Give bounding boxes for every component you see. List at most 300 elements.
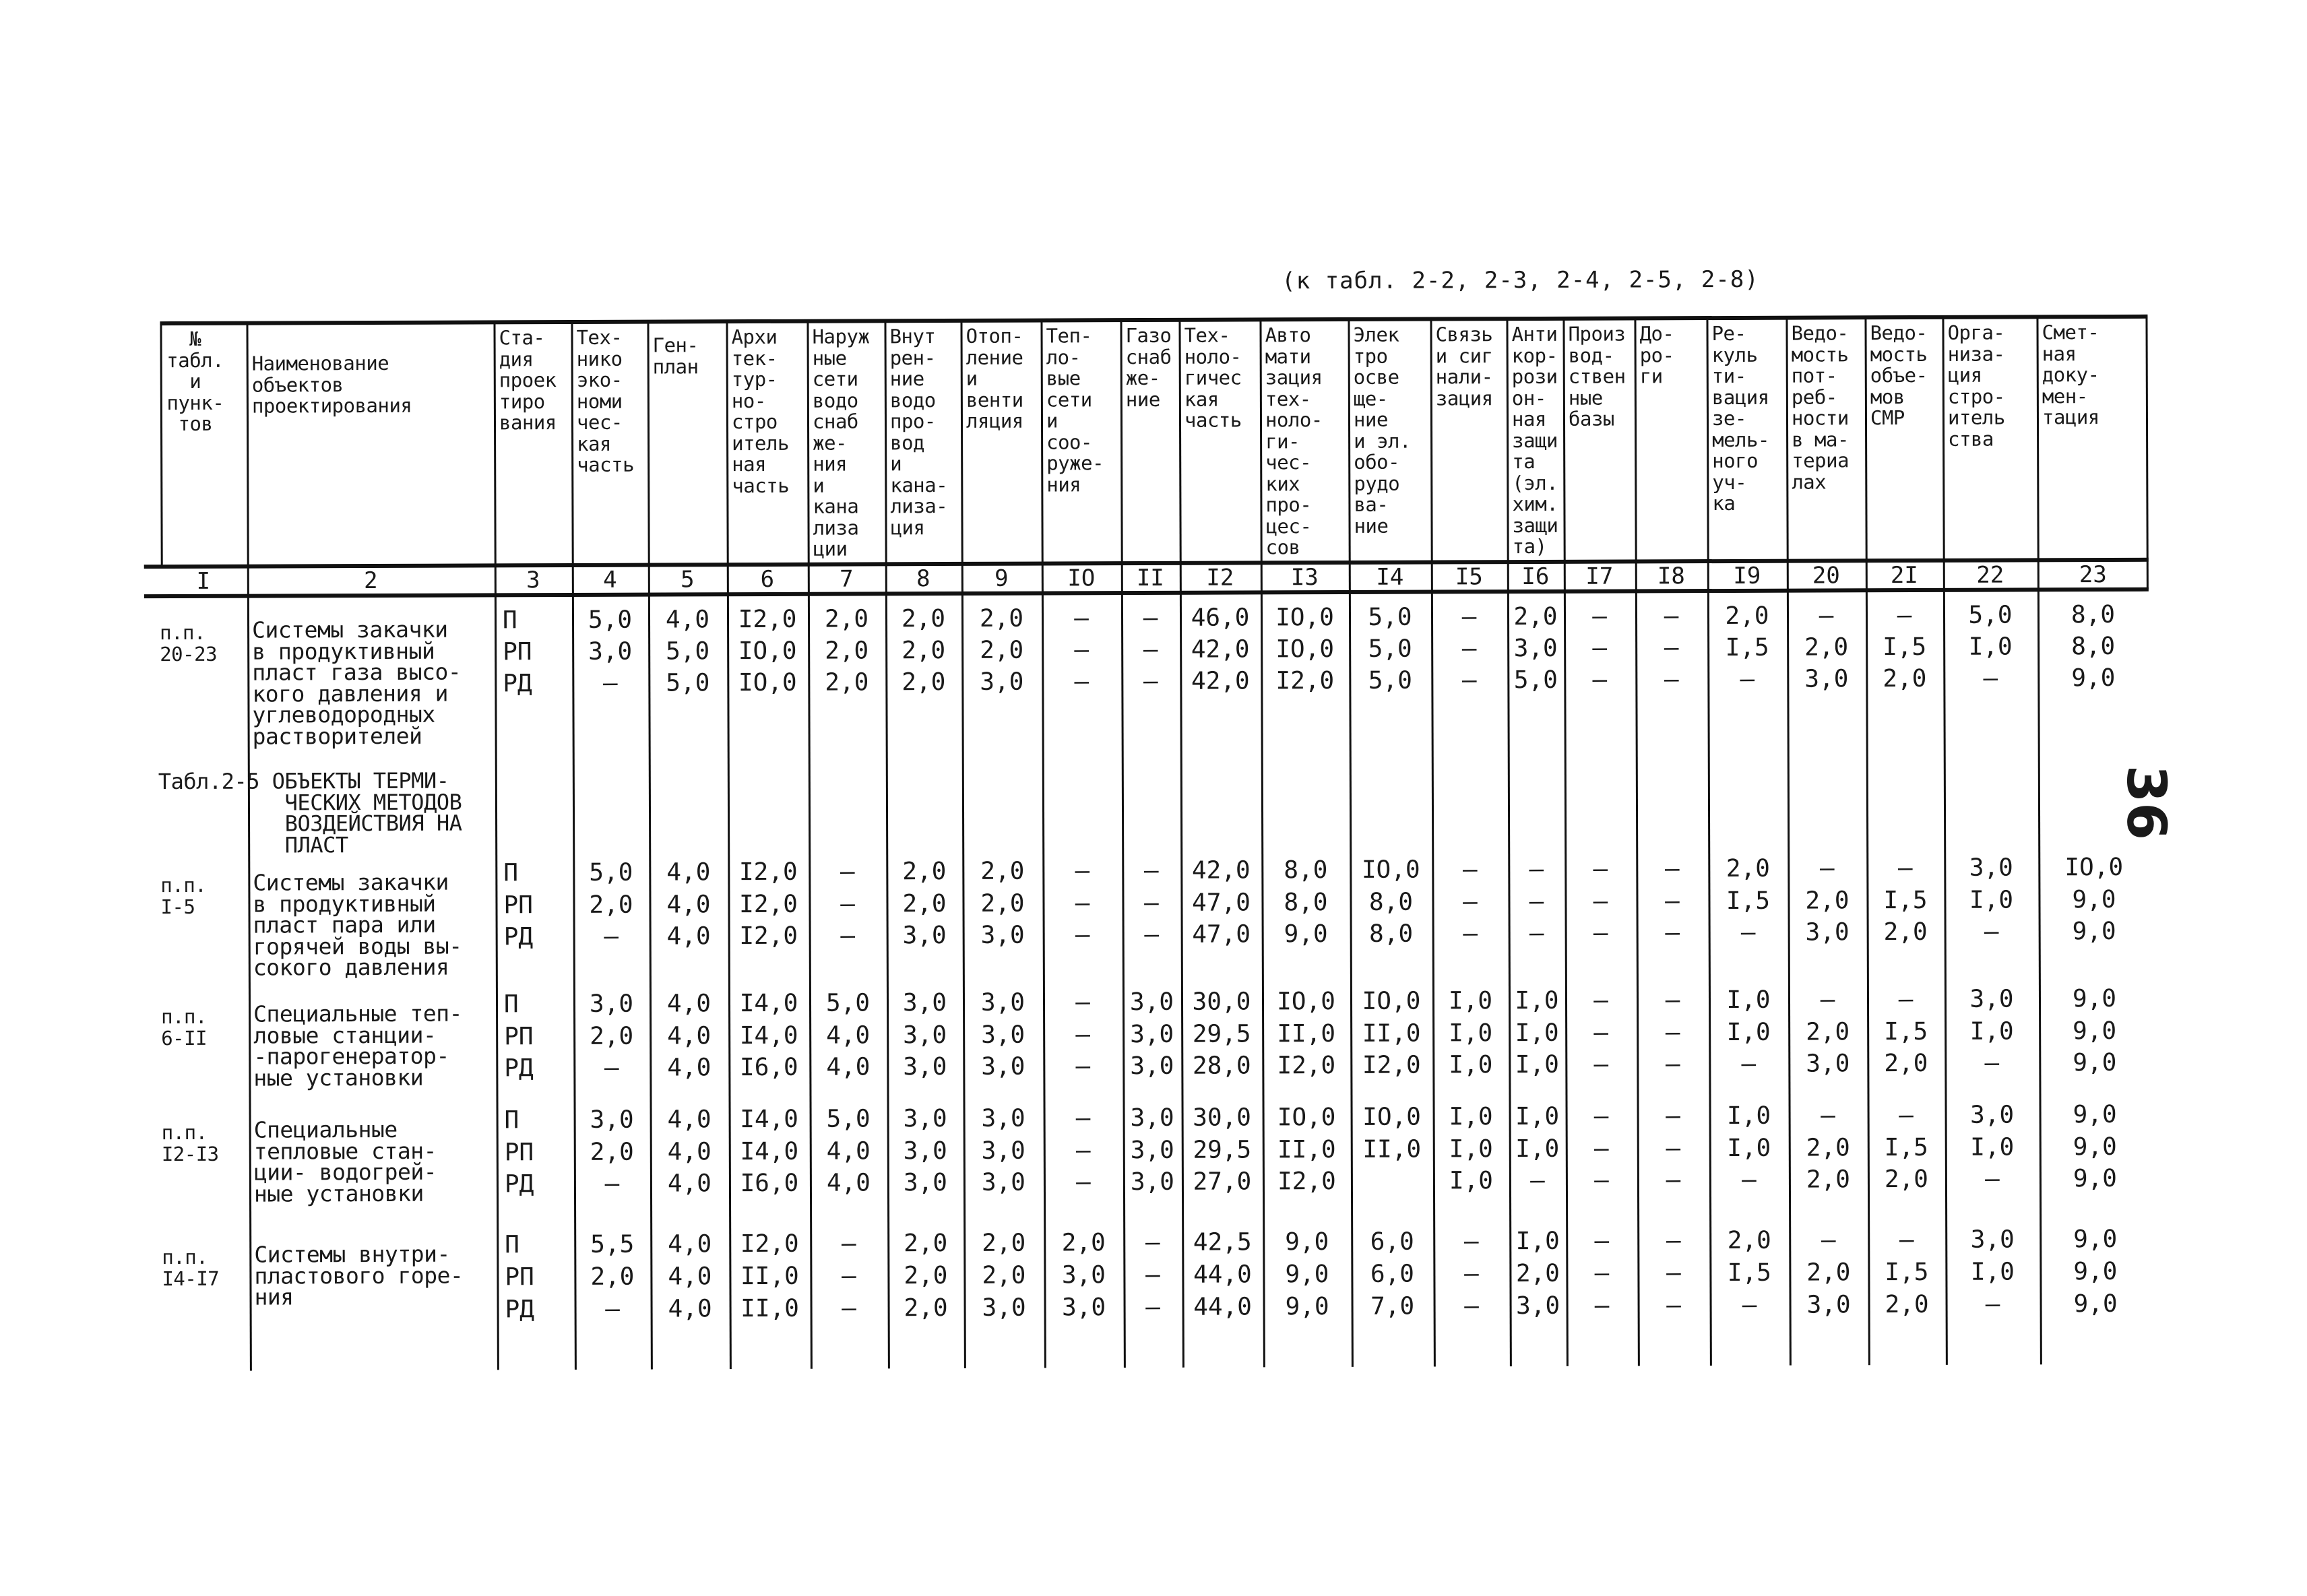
table-cell: IO,0 [727, 667, 808, 699]
table-cell: 3,0 [963, 1135, 1044, 1168]
table-cell: 4,0 [650, 1104, 729, 1136]
table-cell: II,0 [730, 1293, 811, 1325]
column-header: Орга- низа- ция стро- итель ства [1947, 322, 2034, 449]
table-cell: 2,0 [962, 888, 1042, 920]
table-cell: – [1042, 634, 1121, 666]
column-number: I5 [1431, 563, 1507, 590]
table-cell: I4,0 [729, 1104, 810, 1136]
column-divider [2145, 317, 2148, 589]
column-number: I7 [1564, 563, 1635, 589]
table-cell: 5,0 [572, 604, 648, 637]
table-cell: – [1945, 1163, 2040, 1195]
table-cell: 9,0 [2039, 1015, 2150, 1048]
table-cell: I,5 [1866, 631, 1943, 664]
table-cell: – [573, 1052, 650, 1085]
table-cell: 9,0 [2040, 1256, 2151, 1289]
table-cell: – [809, 888, 886, 920]
table-cell: РД [503, 668, 571, 700]
table-cell: IO,0 [1262, 986, 1350, 1018]
table-cell: – [1709, 917, 1788, 949]
table-cell: 2,0 [887, 1260, 963, 1292]
column-divider [1785, 318, 1791, 1366]
column-header: До- ро- ги [1639, 323, 1703, 387]
table-cell: – [1707, 664, 1787, 696]
table-cell: – [1787, 600, 1866, 632]
table-cell: – [1122, 887, 1180, 920]
table-cell: I,0 [1945, 1256, 2040, 1288]
table-cell: I2,0 [728, 920, 809, 953]
table-cell: I,0 [1432, 1049, 1509, 1081]
column-number: 2 [247, 567, 495, 594]
table-cell: I,0 [1509, 1133, 1566, 1166]
table-cell: 2,0 [808, 666, 885, 699]
table-cell: 4,0 [650, 1136, 729, 1168]
table-cell: – [575, 1294, 651, 1326]
table-cell: 4,0 [650, 1228, 729, 1260]
table-cell: IO,0 [1351, 1102, 1433, 1134]
table-cell: – [1788, 852, 1866, 885]
table-cell: – [1868, 1099, 1945, 1132]
column-number: 7 [808, 565, 885, 592]
table-cell: 3,0 [1789, 1289, 1868, 1321]
table-cell: 27,0 [1182, 1166, 1263, 1198]
table-cell: I,0 [1509, 1101, 1566, 1133]
table-cell: 3,0 [1509, 1290, 1566, 1322]
table-cell: – [1637, 984, 1709, 1017]
table-cell: I6,0 [728, 1052, 809, 1084]
table-cell: РД [505, 1168, 573, 1201]
object-name: Системы закачки в продуктивный пласт газа высо- кого давления и углеводородных растворителей [252, 619, 462, 747]
column-divider [571, 322, 576, 1370]
table-cell: 2,0 [1867, 916, 1945, 949]
table-cell: 2,0 [1868, 1163, 1945, 1196]
table-cell: 3,0 [1123, 1102, 1182, 1135]
table-cell: – [1709, 1164, 1789, 1196]
table-cell: 3,0 [963, 920, 1043, 952]
table-cell: 8,0 [2037, 599, 2149, 632]
column-number: 8 [885, 565, 961, 592]
table-cell: – [1788, 984, 1867, 1016]
table-cell: I6,0 [729, 1168, 810, 1200]
column-divider [807, 321, 812, 1369]
column-divider [726, 321, 731, 1369]
column-header: Ста- дия проек тиро вания [499, 327, 569, 434]
table-cell: II,0 [1350, 1018, 1432, 1050]
table-cell: 3,0 [1944, 852, 2038, 884]
table-cell: – [1566, 1132, 1637, 1165]
table-cell: 2,0 [574, 1137, 650, 1169]
table-cell: I,5 [1866, 885, 1944, 917]
table-cell: 30,0 [1181, 986, 1262, 1018]
table-cell: 3,0 [1123, 1050, 1181, 1083]
table-cell: 5,0 [1349, 665, 1431, 697]
table-cell: 4,0 [810, 1135, 887, 1168]
table-cell: 5,0 [573, 857, 649, 889]
table-cell: 2,0 [886, 888, 962, 920]
table-cell: I,5 [1708, 885, 1788, 918]
table-cell: – [1042, 855, 1122, 887]
table-cell: I,5 [1868, 1132, 1945, 1164]
table-cell: – [1566, 1164, 1637, 1196]
table-cell: РП [503, 889, 571, 922]
table-cell: IO,0 [1350, 986, 1432, 1018]
table-cell: – [1121, 602, 1180, 635]
table-cell: 4,0 [648, 604, 727, 636]
table-cell: 46,0 [1180, 602, 1261, 634]
table-cell: 2,0 [887, 1227, 963, 1260]
table-cell: – [1945, 916, 2039, 948]
table-cell: I,0 [1509, 985, 1565, 1017]
table-cell: 42,0 [1180, 854, 1261, 887]
table-cell: II,0 [729, 1260, 810, 1293]
table-cell: I,0 [1432, 1017, 1509, 1050]
table-cell: – [1565, 853, 1636, 885]
table-cell: I2,0 [1350, 1050, 1432, 1082]
column-divider [1706, 318, 1711, 1366]
table-cell: – [1565, 885, 1636, 918]
table-cell: РП [504, 1021, 572, 1053]
table-cell: I2,0 [1262, 1050, 1350, 1082]
column-divider [2036, 317, 2042, 1364]
table-cell: 5,0 [1349, 633, 1431, 666]
column-divider [1040, 321, 1046, 1368]
table-cell: – [1637, 1132, 1709, 1165]
table-cell: – [1565, 1017, 1637, 1049]
table-cell: – [1566, 1225, 1637, 1257]
table-cell: 9,0 [1263, 1291, 1352, 1323]
column-header: Наруж ные сети водо снаб же- ния и кана лиза ции [813, 326, 883, 560]
table-cell: 9,0 [2040, 1288, 2151, 1321]
table-cell: – [1508, 854, 1565, 886]
table-cell: – [1044, 1135, 1123, 1167]
table-cell: 2,0 [885, 666, 961, 699]
table-cell: 30,0 [1182, 1102, 1263, 1134]
table-cell: – [1509, 1165, 1566, 1197]
table-cell: 9,0 [2039, 916, 2150, 949]
table-cell: 2,0 [1866, 663, 1943, 695]
table-cell: 8,0 [2037, 631, 2149, 664]
table-cell: 3,0 [1945, 983, 2039, 1015]
table-cell: 44,0 [1182, 1291, 1263, 1323]
table-cell: – [1789, 1224, 1868, 1256]
column-number: I4 [1349, 564, 1431, 591]
column-header: Наименование объектов проектирования [252, 352, 491, 417]
table-cell: 42,0 [1180, 633, 1261, 666]
column-number: 20 [1787, 562, 1866, 589]
object-name: Системы закачки в продуктивный пласт пара или горячей воды вы- сокого давления [253, 872, 462, 979]
table-cell: I,0 [1509, 1225, 1566, 1258]
table-cell: 5,0 [1943, 599, 2037, 631]
table-cell: – [1566, 1100, 1637, 1132]
table-cell: – [1868, 1224, 1945, 1256]
table-cell: 4,0 [810, 1167, 887, 1199]
table-cell: – [1637, 1289, 1709, 1322]
column-number: I2 [1180, 564, 1261, 591]
table-cell: – [1943, 662, 2037, 695]
table-cell: – [1565, 984, 1637, 1017]
table-cell: – [1123, 1259, 1182, 1291]
table-cell: IO,0 [1350, 854, 1432, 887]
table-cell: – [1432, 854, 1508, 886]
table-cell: 2,0 [574, 1261, 650, 1294]
table-cell: I,0 [1709, 1100, 1789, 1132]
column-header: Элек тро осве ще- ние и эл. обо- рудо ва- ние [1353, 325, 1428, 537]
table-cell: 2,0 [886, 856, 962, 888]
table-cell: 5,0 [810, 1103, 887, 1135]
section-heading: Табл.2-5 ОБЪЕКТЫ ТЕРМИ- ЧЕСКИХ МЕТОДОВ ВОЗДЕЙСТВИЯ НА ПЛАСТ [158, 771, 462, 857]
table-cell: П [505, 1229, 573, 1261]
table-cell: I,5 [1867, 1016, 1945, 1048]
table-cell: – [572, 668, 648, 700]
table-cell: – [1635, 600, 1707, 633]
column-number: I9 [1707, 563, 1787, 589]
column-header: Произ вод- ствен ные базы [1568, 323, 1632, 430]
column-header: Смет- ная доку- мен- тация [2042, 322, 2145, 428]
table-cell: I,5 [1707, 632, 1787, 664]
column-divider [1942, 317, 1947, 1365]
table-cell: 2,0 [1788, 885, 1866, 917]
table-cell: I,0 [1509, 1049, 1565, 1081]
column-header: Внут рен- ние водо про- вод и кана- лиза- ция [889, 326, 958, 538]
table-cell: I,0 [1432, 985, 1509, 1017]
table-cell: – [1122, 855, 1180, 887]
table-cell: 4,0 [649, 856, 728, 889]
table-cell: IO,0 [727, 635, 808, 668]
table-cell: 4,0 [649, 889, 728, 921]
column-number: II [1121, 565, 1180, 592]
table-cell: – [1637, 1017, 1709, 1049]
table-cell: – [1431, 664, 1507, 697]
table-cell: 47,0 [1180, 887, 1261, 919]
table-cell: I4,0 [729, 1136, 810, 1168]
table-cell: 3,0 [1945, 1099, 2040, 1131]
table-cell: 3,0 [887, 920, 963, 952]
column-divider [960, 321, 966, 1368]
table-cell: 6,0 [1351, 1258, 1433, 1291]
table-cell: 3,0 [1788, 916, 1867, 949]
table-cell: – [1432, 918, 1509, 950]
column-divider [1348, 319, 1353, 1367]
table-cell: 42,5 [1182, 1226, 1263, 1258]
table-cell: 5,0 [1507, 664, 1564, 697]
table-cell: – [1636, 885, 1708, 918]
table-cell: РД [504, 1052, 572, 1085]
table-cell: 9,0 [2039, 983, 2150, 1016]
table-cell: I2,0 [1263, 1166, 1351, 1198]
table-cell: 9,0 [1262, 918, 1350, 951]
table-cell: – [1509, 918, 1565, 950]
table-cell: 9,0 [2040, 1131, 2151, 1164]
column-number: I8 [1635, 563, 1707, 589]
column-divider [1259, 319, 1265, 1367]
table-cell: 3,0 [1123, 1166, 1182, 1199]
data-table [0, 0, 2304, 4]
table-cell: 3,0 [963, 1167, 1044, 1199]
table-cell: – [810, 1260, 887, 1292]
table-cell: 2,0 [1789, 1163, 1868, 1196]
table-cell: – [573, 921, 650, 953]
table-cell: I,0 [1709, 984, 1788, 1017]
table-cell: 2,0 [1709, 1225, 1789, 1257]
table-cell: 42,0 [1180, 665, 1261, 697]
column-number: 23 [2037, 561, 2149, 589]
table-cell: 2,0 [1788, 1016, 1867, 1048]
table-cell: 5,0 [809, 987, 887, 1019]
group-reference: п.п. 20-23 [160, 623, 217, 665]
table-cell: – [1637, 1257, 1709, 1289]
table-cell: I,0 [1709, 1017, 1788, 1049]
table-cell: РП [505, 1137, 573, 1169]
column-number: IO [1042, 565, 1121, 592]
table-cell: 2,0 [888, 1292, 964, 1324]
column-divider [1430, 319, 1435, 1367]
table-cell: – [809, 920, 887, 952]
table-cell: – [1508, 886, 1565, 918]
table-cell: – [1789, 1099, 1868, 1132]
table-cell: – [1433, 1225, 1509, 1258]
table-cell: – [1043, 919, 1123, 951]
table-cell: 3,0 [1123, 1135, 1182, 1167]
column-header: Архи тек- тур- но- стро итель ная часть [732, 327, 805, 497]
table-cell: 4,0 [650, 1260, 729, 1293]
table-cell: 29,5 [1182, 1134, 1263, 1166]
column-number: 4 [572, 567, 648, 594]
table-cell: – [1042, 887, 1122, 920]
table-cell: 3,0 [1044, 1291, 1124, 1324]
table-cell: – [1565, 1048, 1637, 1081]
table-cell: – [811, 1292, 888, 1324]
table-cell: 3,0 [961, 666, 1042, 699]
table-cell: РП [505, 1261, 573, 1294]
table-cell: 4,0 [650, 1020, 728, 1052]
table-cell: I,0 [1945, 1131, 2040, 1163]
table-cell: – [1635, 664, 1707, 696]
table-cell: 9,0 [2040, 1099, 2151, 1132]
table-cell: – [1866, 852, 1944, 885]
table-cell: 2,0 [885, 603, 961, 635]
table-cell: – [1123, 919, 1181, 951]
table-cell: 9,0 [1263, 1258, 1351, 1291]
table-cell: IO,0 [1261, 602, 1349, 634]
table-cell: – [1637, 1164, 1709, 1196]
table-cell: – [809, 856, 886, 888]
table-cell: – [1043, 1019, 1123, 1051]
table-cell: 2,0 [963, 1260, 1044, 1292]
table-cell: I,5 [1868, 1256, 1945, 1289]
table-cell: 2,0 [573, 889, 649, 922]
table-cell: II,0 [1263, 1134, 1351, 1166]
table-cell: I,0 [1943, 631, 2037, 663]
column-number: 9 [961, 565, 1042, 592]
table-cell: 44,0 [1182, 1258, 1263, 1291]
table-cell: 2,0 [1789, 1132, 1868, 1164]
table-cell: I,0 [1509, 1017, 1565, 1050]
table-cell: 9,0 [2040, 1223, 2151, 1256]
table-cell: 2,0 [885, 635, 961, 667]
table-cell: 8,0 [1261, 854, 1350, 887]
table-cell: 3,0 [1945, 1223, 2040, 1256]
column-header: Ген- план [653, 335, 724, 377]
column-divider [884, 321, 889, 1368]
column-number: I3 [1261, 564, 1349, 591]
table-cell: – [1566, 1257, 1637, 1289]
group-reference: п.п. I2-I3 [162, 1122, 219, 1165]
column-header: Теп- ло- вые сети и соо- руже- ния [1046, 325, 1118, 495]
table-cell: – [810, 1227, 887, 1260]
table-cell: I2,0 [728, 856, 809, 889]
table-cell: 2,0 [961, 603, 1042, 635]
table-cell: 2,0 [963, 1227, 1044, 1260]
table-cell: – [1431, 633, 1507, 665]
table-cell: – [1945, 1288, 2040, 1320]
table-cell: 4,0 [809, 1019, 887, 1052]
table-cell: – [574, 1168, 650, 1201]
table-cell: I,0 [1433, 1165, 1509, 1197]
table-cell: 3,0 [887, 1019, 963, 1052]
column-header: Авто мати зация тех- ноло- ги- чес- ких про- цес- сов [1265, 325, 1346, 558]
column-number: 5 [648, 566, 727, 593]
table-cell: – [1637, 1225, 1709, 1257]
table-cell: – [1866, 600, 1943, 632]
table-cell: – [1432, 886, 1508, 918]
table-cell: 3,0 [964, 1292, 1044, 1324]
table-cell: П [505, 1104, 573, 1137]
column-number: I [160, 568, 247, 595]
table-cell: РП [503, 636, 571, 668]
table-cell: 5,0 [648, 667, 727, 699]
table-cell: – [1636, 853, 1708, 885]
table-cell: 4,0 [809, 1051, 887, 1083]
table-cell: 3,0 [1507, 633, 1564, 665]
column-header: Ре- куль ти- вация зе- мель- ного уч- ка [1711, 323, 1783, 515]
table-cell: 3,0 [887, 1051, 963, 1083]
column-header: № табл. и пунк- тов [156, 329, 236, 435]
table-cell: 7,0 [1352, 1291, 1434, 1323]
table-cell: 3,0 [963, 1051, 1043, 1083]
table-cell: II,0 [1262, 1018, 1350, 1050]
column-divider [1506, 319, 1511, 1366]
group-reference: п.п. 6-II [161, 1007, 207, 1049]
table-cell: 8,0 [1350, 918, 1432, 951]
table-cell: I,0 [1945, 1015, 2039, 1048]
column-divider [1562, 319, 1568, 1366]
table-cell: 9,0 [2037, 662, 2149, 695]
table-cell: I2,0 [1261, 665, 1349, 697]
object-name: Специальные теп- ловые станции- -парогенератор- ные установки [253, 1003, 462, 1089]
table-cell: – [1042, 602, 1121, 635]
table-cell: – [1044, 1102, 1123, 1135]
table-cell: 3,0 [963, 987, 1043, 1019]
table-cell: I,0 [1709, 1132, 1789, 1165]
table-cell: 6,0 [1351, 1226, 1433, 1258]
table-cell: 3,0 [1123, 1019, 1181, 1051]
column-divider [1634, 318, 1639, 1366]
column-header: Тех- ноло- гичес кая часть [1184, 325, 1257, 431]
table-cell: – [1431, 601, 1507, 633]
table-cell: I,0 [1433, 1101, 1509, 1133]
page-number: 36 [2115, 765, 2178, 840]
table-cell: I4,0 [728, 988, 809, 1020]
table-cell: – [1867, 984, 1945, 1016]
table-cell: 2,0 [1707, 600, 1787, 633]
table-cell: 3,0 [887, 1103, 963, 1135]
table-cell: 2,0 [573, 1021, 650, 1053]
table-cell: 2,0 [962, 856, 1042, 888]
table-cell: – [1434, 1290, 1510, 1322]
table-cell: – [1564, 632, 1635, 664]
table-cell: – [1637, 917, 1709, 949]
table-cell: 3,0 [572, 636, 648, 668]
